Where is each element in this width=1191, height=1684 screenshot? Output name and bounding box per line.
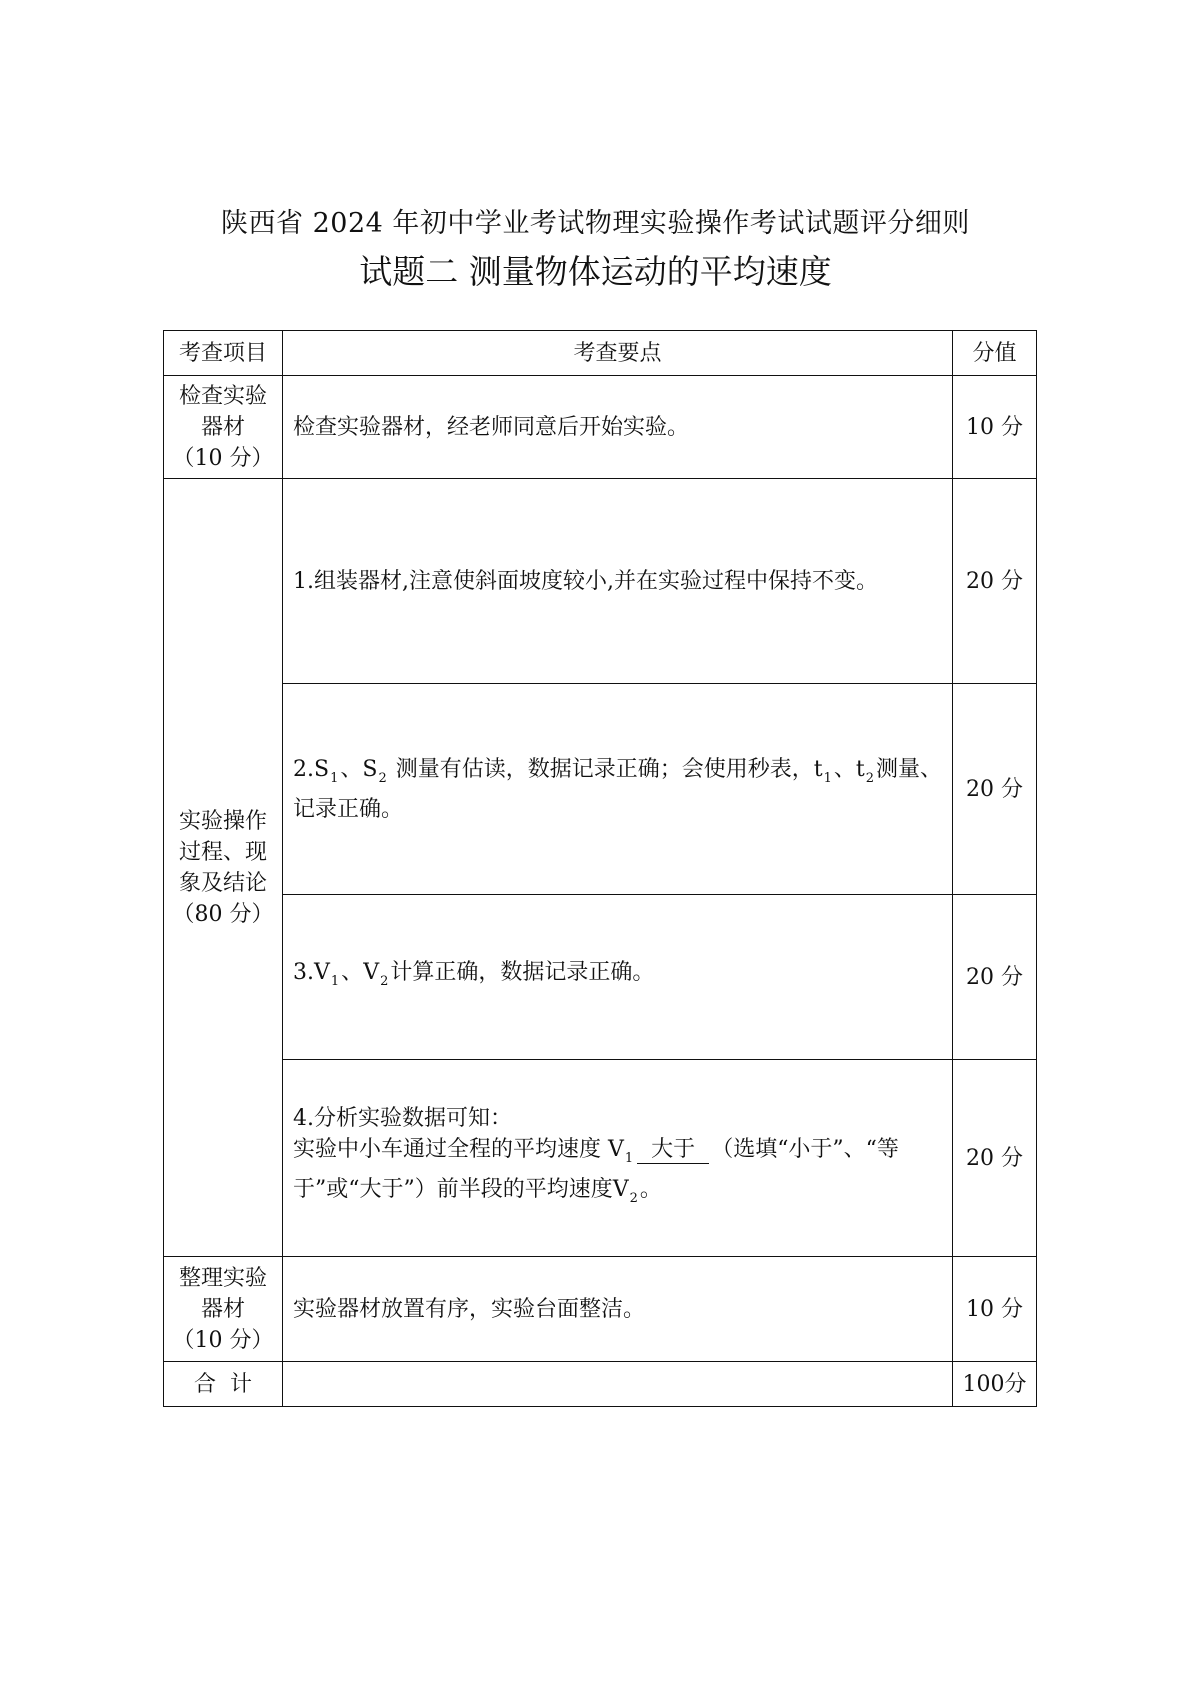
score-operation-3: 20 分 (953, 895, 1037, 1060)
point-text: 计算正确，数据记录正确。 (390, 960, 655, 985)
point-tidy: 实验器材放置有序，实验台面整洁。 (283, 1257, 953, 1362)
subscript: 2 (380, 974, 389, 989)
category-tidy-line2: 器材 (200, 1296, 245, 1322)
item-number: 2. (293, 756, 314, 782)
variable-v: V (314, 960, 330, 985)
variable-s: S (314, 756, 330, 782)
point-operation-1: 1.组装器材,注意使斜面坡度较小,并在实验过程中保持不变。 (283, 479, 953, 684)
category-check (164, 376, 283, 479)
scoring-table (163, 330, 1037, 1407)
subscript: 2 (629, 1190, 638, 1206)
point-text: 实验中小车通过全程的平均速度 (293, 1136, 602, 1162)
subscript: 1 (624, 1150, 634, 1166)
subscript: 1 (823, 770, 832, 786)
point-text: （选填“小于”、“等于”或“大于”）前半段的平均速度 (293, 1136, 899, 1202)
variable-v: V (608, 1136, 624, 1162)
point-text: 测量有估读，数据记录正确；会使用秒表， (388, 756, 814, 782)
point-line (293, 1134, 946, 1214)
separator: 、 (340, 756, 363, 782)
table-row-check (164, 376, 1037, 479)
variable-s: S (362, 756, 378, 782)
category-operation (164, 479, 283, 1257)
table-header-row (164, 331, 1037, 376)
category-tidy (164, 1257, 283, 1362)
document-subtitle: 试题二 测量物体运动的平均速度 (359, 252, 832, 291)
category-tidy-line1: 整理实验 (178, 1265, 267, 1291)
score-operation-1: 20 分 (953, 479, 1037, 684)
point-operation-3 (283, 895, 953, 1060)
item-number: 3. (293, 960, 314, 985)
point-line: 4.分析实验数据可知： (293, 1105, 512, 1131)
score-operation-4: 20 分 (953, 1060, 1037, 1257)
table-row-operation-4 (164, 1060, 1037, 1257)
document-title: 陕西省 2024 年初中学业考试物理实验操作考试试题评分细则 (221, 208, 970, 239)
table-row-operation-1 (164, 479, 1037, 684)
category-operation-line2: 过程、现 (178, 839, 267, 865)
score-operation-2: 20 分 (953, 684, 1037, 895)
subscript: 1 (330, 770, 339, 786)
variable-v: V (363, 960, 380, 985)
subscript: 2 (378, 770, 387, 786)
point-text: 测量、记录正确。 (293, 756, 943, 822)
category-check-line2: 器材 (200, 414, 245, 440)
title-block (0, 205, 1191, 297)
table-row-tidy (164, 1257, 1037, 1362)
category-check-line3: （10 分） (172, 445, 274, 471)
table-row-operation-3 (164, 895, 1037, 1060)
subscript: 2 (865, 770, 874, 786)
category-operation-line3: 象及结论 (178, 870, 267, 896)
variable-t: t (813, 756, 823, 782)
score-tidy: 10 分 (953, 1257, 1037, 1362)
table-row-operation-2 (164, 684, 1037, 895)
variable-t: t (855, 756, 865, 782)
header-score: 分值 (953, 331, 1037, 376)
subscript: 1 (330, 974, 340, 989)
category-tidy-line3: （10 分） (172, 1327, 274, 1353)
category-operation-line1: 实验操作 (178, 808, 267, 834)
total-score: 100分 (953, 1362, 1037, 1407)
category-check-line1: 检查实验 (178, 383, 267, 409)
point-check: 检查实验器材，经老师同意后开始实验。 (283, 376, 953, 479)
point-operation-4 (283, 1060, 953, 1257)
point-operation-2 (283, 684, 953, 895)
score-check: 10 分 (953, 376, 1037, 479)
category-operation-line4: （80 分） (172, 901, 274, 927)
point-text: 。 (639, 1176, 662, 1202)
total-label: 合 计 (164, 1362, 283, 1407)
header-category: 考查项目 (164, 331, 283, 376)
separator: 、 (833, 756, 856, 782)
table-row-total (164, 1362, 1037, 1407)
separator: 、 (341, 960, 364, 985)
answer-blank: 大于 (637, 1137, 709, 1164)
header-points: 考查要点 (283, 331, 953, 376)
total-point (283, 1362, 953, 1407)
variable-v: V (612, 1176, 629, 1202)
